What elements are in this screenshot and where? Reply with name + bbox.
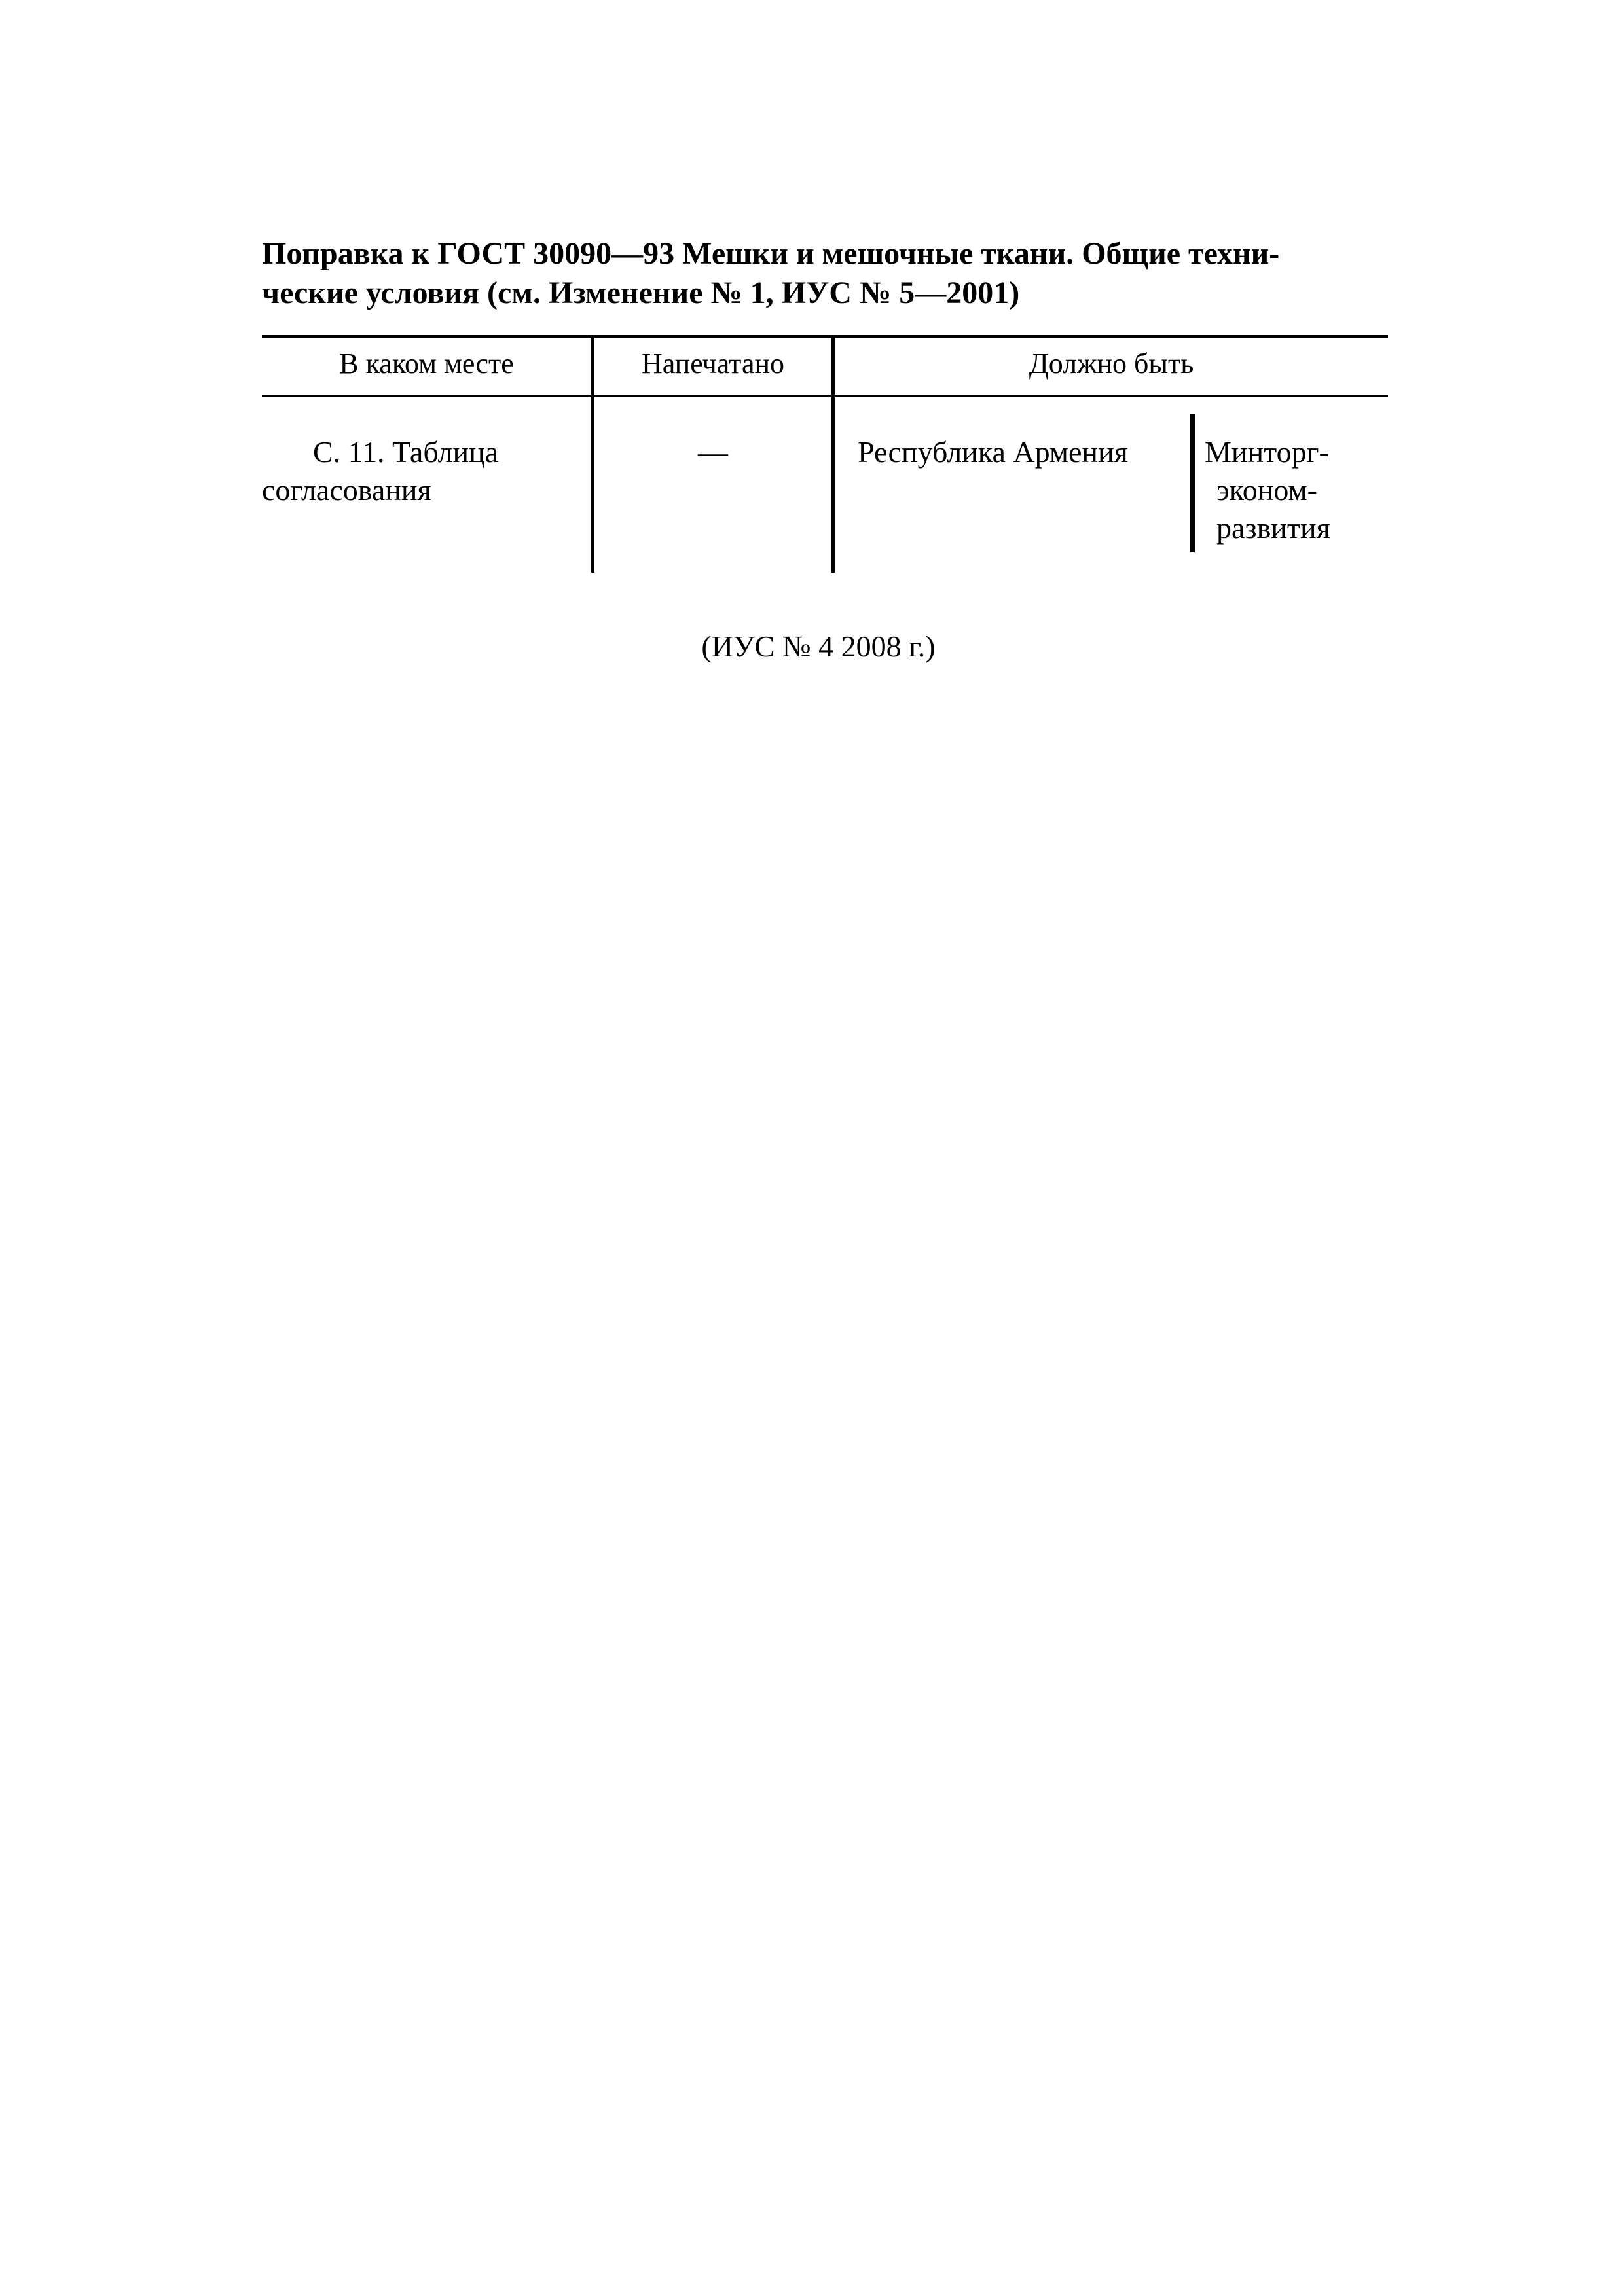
header-printed: Напечатано	[641, 348, 785, 380]
publication-reference: (ИУС № 4 2008 г.)	[701, 630, 936, 663]
cell-place	[262, 433, 589, 509]
org-line-3: развития	[1216, 511, 1330, 545]
header-place: В каком месте	[339, 348, 514, 380]
table-top-rule	[262, 335, 1388, 338]
cell-should-be-country: Республика Армения	[858, 435, 1128, 469]
cell-place-line-2: согласования	[262, 473, 431, 507]
title-line-1: Поправка к ГОСТ 30090—93 Мешки и мешочные ткани. Общие техни-	[262, 236, 1280, 271]
header-should-be: Должно быть	[1029, 348, 1194, 380]
cell-place-line-1: С. 11. Таблица	[313, 435, 499, 469]
cell-printed: —	[698, 435, 728, 469]
org-line-2: эконом-	[1216, 473, 1317, 507]
cell-should-be-org	[1205, 433, 1381, 547]
document-title	[262, 234, 1388, 313]
title-line-2: ческие условия (см. Изменение № 1, ИУС № 5—2001)	[262, 276, 1020, 310]
org-line-1: Минторг-	[1205, 435, 1329, 469]
subcolumn-divider	[1190, 414, 1195, 552]
table-header-rule	[262, 395, 1388, 397]
